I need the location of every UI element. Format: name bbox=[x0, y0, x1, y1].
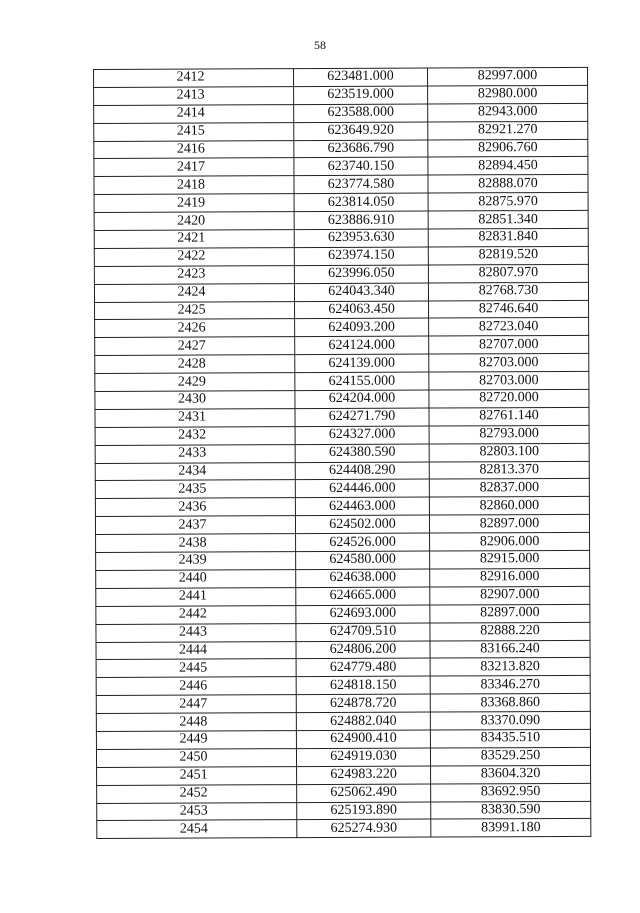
x-coordinate-cell: 624693.000 bbox=[296, 605, 430, 623]
x-coordinate-cell: 625193.890 bbox=[297, 802, 431, 820]
y-coordinate-cell: 82793.000 bbox=[429, 425, 589, 444]
x-coordinate-cell: 623740.150 bbox=[294, 157, 428, 175]
x-coordinate-cell: 624818.150 bbox=[296, 676, 430, 694]
x-coordinate-cell: 625274.930 bbox=[297, 819, 431, 837]
point-number-cell: 2428 bbox=[95, 355, 295, 374]
coordinates-table bbox=[93, 67, 591, 839]
x-coordinate-cell: 624155.000 bbox=[295, 372, 429, 390]
table-row bbox=[96, 747, 590, 767]
point-number-cell: 2438 bbox=[96, 534, 296, 553]
table-row bbox=[94, 85, 588, 105]
table-row bbox=[96, 694, 590, 714]
y-coordinate-cell: 82921.270 bbox=[428, 121, 588, 140]
point-number-cell: 2418 bbox=[94, 176, 294, 195]
point-number-cell: 2442 bbox=[96, 605, 296, 624]
y-coordinate-cell: 82831.840 bbox=[428, 228, 588, 247]
x-coordinate-cell: 624502.000 bbox=[295, 515, 429, 533]
x-coordinate-cell: 624983.220 bbox=[297, 766, 431, 784]
x-coordinate-cell: 623588.000 bbox=[294, 104, 428, 122]
table-row bbox=[94, 210, 588, 230]
point-number-cell: 2437 bbox=[95, 516, 295, 535]
x-coordinate-cell: 624043.340 bbox=[294, 283, 428, 301]
table-row bbox=[94, 67, 588, 87]
y-coordinate-cell: 82897.000 bbox=[429, 515, 589, 534]
x-coordinate-cell: 623974.150 bbox=[294, 247, 428, 265]
x-coordinate-cell: 624271.790 bbox=[295, 408, 429, 426]
point-number-cell: 2413 bbox=[94, 87, 294, 106]
point-number-cell: 2439 bbox=[96, 552, 296, 571]
y-coordinate-cell: 82813.370 bbox=[429, 461, 589, 480]
x-coordinate-cell: 624900.410 bbox=[296, 730, 430, 748]
table-row bbox=[96, 604, 590, 624]
y-coordinate-cell: 82720.000 bbox=[429, 389, 589, 408]
y-coordinate-cell: 82875.970 bbox=[428, 193, 588, 212]
y-coordinate-cell: 83370.090 bbox=[430, 711, 590, 730]
y-coordinate-cell: 82980.000 bbox=[428, 85, 588, 104]
x-coordinate-cell: 624380.590 bbox=[295, 444, 429, 462]
y-coordinate-cell: 82916.000 bbox=[430, 568, 590, 587]
table-row bbox=[95, 300, 589, 320]
point-number-cell: 2415 bbox=[94, 122, 294, 141]
x-coordinate-cell: 624580.000 bbox=[296, 551, 430, 569]
table-row bbox=[95, 497, 589, 517]
x-coordinate-cell: 624665.000 bbox=[296, 587, 430, 605]
y-coordinate-cell: 82723.040 bbox=[429, 318, 589, 337]
x-coordinate-cell: 624204.000 bbox=[295, 390, 429, 408]
point-number-cell: 2452 bbox=[97, 784, 297, 803]
x-coordinate-cell: 624063.450 bbox=[295, 301, 429, 319]
table-row bbox=[94, 193, 588, 213]
y-coordinate-cell: 82894.450 bbox=[428, 157, 588, 176]
x-coordinate-cell: 623996.050 bbox=[294, 265, 428, 283]
point-number-cell: 2454 bbox=[97, 820, 297, 839]
table-row bbox=[96, 622, 590, 642]
point-number-cell: 2453 bbox=[97, 802, 297, 821]
y-coordinate-cell: 83213.820 bbox=[430, 658, 590, 677]
point-number-cell: 2450 bbox=[96, 748, 296, 767]
point-number-cell: 2414 bbox=[94, 104, 294, 123]
x-coordinate-cell: 624327.000 bbox=[295, 426, 429, 444]
y-coordinate-cell: 82860.000 bbox=[429, 497, 589, 516]
point-number-cell: 2421 bbox=[94, 230, 294, 249]
point-number-cell: 2443 bbox=[96, 623, 296, 642]
point-number-cell: 2412 bbox=[94, 69, 294, 88]
x-coordinate-cell: 624919.030 bbox=[296, 748, 430, 766]
y-coordinate-cell: 82851.340 bbox=[428, 210, 588, 229]
y-coordinate-cell: 82907.000 bbox=[430, 586, 590, 605]
table-row bbox=[94, 228, 588, 248]
x-coordinate-cell: 624882.040 bbox=[296, 712, 430, 730]
point-number-cell: 2426 bbox=[95, 319, 295, 338]
point-number-cell: 2448 bbox=[96, 713, 296, 732]
point-number-cell: 2416 bbox=[94, 140, 294, 159]
table-row bbox=[94, 282, 588, 302]
x-coordinate-cell: 623953.630 bbox=[294, 229, 428, 247]
y-coordinate-cell: 83991.180 bbox=[431, 819, 591, 838]
table-row bbox=[96, 550, 590, 570]
table-row bbox=[95, 371, 589, 391]
y-coordinate-cell: 82707.000 bbox=[429, 336, 589, 355]
table-row bbox=[97, 819, 591, 839]
point-number-cell: 2417 bbox=[94, 158, 294, 177]
point-number-cell: 2435 bbox=[95, 480, 295, 499]
y-coordinate-cell: 82888.070 bbox=[428, 175, 588, 194]
point-number-cell: 2449 bbox=[96, 731, 296, 750]
point-number-cell: 2424 bbox=[94, 283, 294, 302]
point-number-cell: 2447 bbox=[96, 695, 296, 714]
point-number-cell: 2446 bbox=[96, 677, 296, 696]
table-row bbox=[97, 765, 591, 785]
x-coordinate-cell: 625062.490 bbox=[297, 784, 431, 802]
y-coordinate-cell: 83368.860 bbox=[430, 694, 590, 713]
table-row bbox=[96, 640, 590, 660]
point-number-cell: 2445 bbox=[96, 659, 296, 678]
table-row bbox=[95, 443, 589, 463]
point-number-cell: 2422 bbox=[94, 248, 294, 267]
x-coordinate-cell: 623886.910 bbox=[294, 211, 428, 229]
table-row bbox=[95, 479, 589, 499]
table-row bbox=[94, 264, 588, 284]
x-coordinate-cell: 623519.000 bbox=[294, 86, 428, 104]
x-coordinate-cell: 623686.790 bbox=[294, 140, 428, 158]
table-row bbox=[96, 729, 590, 749]
x-coordinate-cell: 624124.000 bbox=[295, 336, 429, 354]
y-coordinate-cell: 82803.100 bbox=[429, 443, 589, 462]
y-coordinate-cell: 82768.730 bbox=[428, 282, 588, 301]
y-coordinate-cell: 82997.000 bbox=[427, 67, 587, 86]
x-coordinate-cell: 624638.000 bbox=[296, 569, 430, 587]
table-row bbox=[95, 515, 589, 535]
point-number-cell: 2425 bbox=[95, 301, 295, 320]
point-number-cell: 2444 bbox=[96, 641, 296, 660]
y-coordinate-cell: 83435.510 bbox=[430, 729, 590, 748]
y-coordinate-cell: 82819.520 bbox=[428, 246, 588, 265]
table-row bbox=[94, 175, 588, 195]
x-coordinate-cell: 624806.200 bbox=[296, 641, 430, 659]
y-coordinate-cell: 82703.000 bbox=[429, 354, 589, 373]
x-coordinate-cell: 623481.000 bbox=[294, 68, 428, 86]
y-coordinate-cell: 83529.250 bbox=[430, 747, 590, 766]
point-number-cell: 2441 bbox=[96, 587, 296, 606]
point-number-cell: 2436 bbox=[95, 498, 295, 517]
y-coordinate-cell: 82906.000 bbox=[430, 532, 590, 551]
table-row bbox=[96, 586, 590, 606]
y-coordinate-cell: 82906.760 bbox=[428, 139, 588, 158]
y-coordinate-cell: 83346.270 bbox=[430, 676, 590, 695]
x-coordinate-cell: 624463.000 bbox=[295, 497, 429, 515]
point-number-cell: 2427 bbox=[95, 337, 295, 356]
table-row bbox=[94, 121, 588, 141]
x-coordinate-cell: 623649.920 bbox=[294, 122, 428, 140]
y-coordinate-cell: 82703.000 bbox=[429, 371, 589, 390]
coordinates-table-body bbox=[94, 67, 591, 838]
y-coordinate-cell: 82746.640 bbox=[429, 300, 589, 319]
x-coordinate-cell: 624709.510 bbox=[296, 623, 430, 641]
table-row bbox=[96, 532, 590, 552]
x-coordinate-cell: 623774.580 bbox=[294, 175, 428, 193]
page-number: 58 bbox=[314, 38, 326, 52]
point-number-cell: 2451 bbox=[97, 766, 297, 785]
table-row bbox=[95, 336, 589, 356]
y-coordinate-cell: 82888.220 bbox=[430, 622, 590, 641]
point-number-cell: 2430 bbox=[95, 391, 295, 410]
table-row bbox=[95, 318, 589, 338]
table-row bbox=[94, 139, 588, 159]
point-number-cell: 2433 bbox=[95, 444, 295, 463]
y-coordinate-cell: 83166.240 bbox=[430, 640, 590, 659]
table-row bbox=[97, 783, 591, 803]
y-coordinate-cell: 83692.950 bbox=[431, 783, 591, 802]
point-number-cell: 2431 bbox=[95, 409, 295, 428]
point-number-cell: 2432 bbox=[95, 426, 295, 445]
y-coordinate-cell: 82897.000 bbox=[430, 604, 590, 623]
x-coordinate-cell: 624878.720 bbox=[296, 694, 430, 712]
table-row bbox=[94, 103, 588, 123]
table-row bbox=[96, 676, 590, 696]
table-row bbox=[94, 157, 588, 177]
table-row bbox=[95, 389, 589, 409]
x-coordinate-cell: 624408.290 bbox=[295, 462, 429, 480]
x-coordinate-cell: 624093.200 bbox=[295, 319, 429, 337]
table-row bbox=[95, 461, 589, 481]
x-coordinate-cell: 624779.480 bbox=[296, 658, 430, 676]
y-coordinate-cell: 82837.000 bbox=[429, 479, 589, 498]
table-row bbox=[95, 407, 589, 427]
y-coordinate-cell: 82915.000 bbox=[430, 550, 590, 569]
y-coordinate-cell: 83604.320 bbox=[431, 765, 591, 784]
point-number-cell: 2429 bbox=[95, 373, 295, 392]
table-row bbox=[95, 425, 589, 445]
table-row bbox=[97, 801, 591, 821]
x-coordinate-cell: 623814.050 bbox=[294, 193, 428, 211]
point-number-cell: 2423 bbox=[94, 265, 294, 284]
table-row bbox=[96, 568, 590, 588]
table-row bbox=[95, 354, 589, 374]
x-coordinate-cell: 624446.000 bbox=[295, 480, 429, 498]
y-coordinate-cell: 82807.970 bbox=[428, 264, 588, 283]
table-row bbox=[94, 246, 588, 266]
y-coordinate-cell: 83830.590 bbox=[431, 801, 591, 820]
x-coordinate-cell: 624526.000 bbox=[296, 533, 430, 551]
point-number-cell: 2420 bbox=[94, 212, 294, 231]
table-row bbox=[96, 711, 590, 731]
x-coordinate-cell: 624139.000 bbox=[295, 354, 429, 372]
table-row bbox=[96, 658, 590, 678]
point-number-cell: 2440 bbox=[96, 570, 296, 589]
y-coordinate-cell: 82943.000 bbox=[428, 103, 588, 122]
y-coordinate-cell: 82761.140 bbox=[429, 407, 589, 426]
point-number-cell: 2419 bbox=[94, 194, 294, 213]
point-number-cell: 2434 bbox=[95, 462, 295, 481]
